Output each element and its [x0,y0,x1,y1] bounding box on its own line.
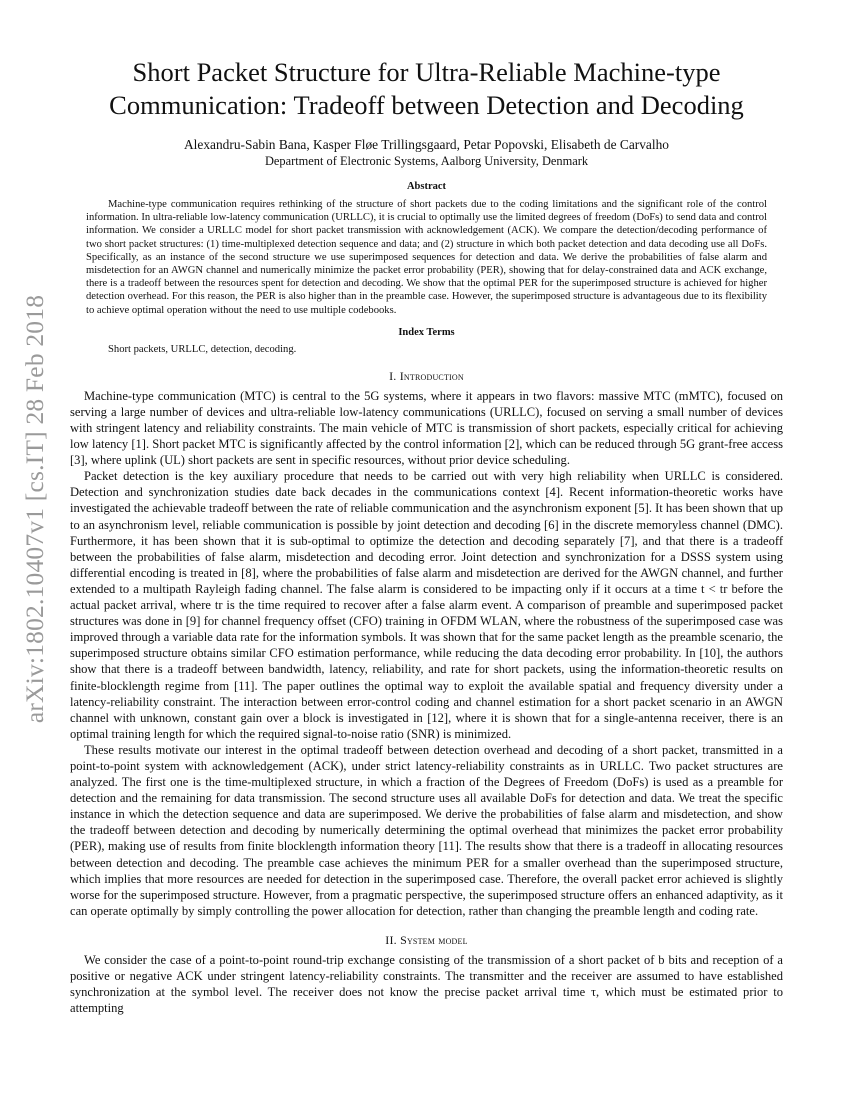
arxiv-identifier [14,294,56,724]
author-list: Alexandru-Sabin Bana, Kasper Fløe Trillingsgaard, Petar Popovski, Elisabeth de Carvalho [184,137,669,152]
paper-title: Short Packet Structure for Ultra-Reliable Machine-type Communication: Tradeoff between Detection and Decoding [109,57,744,120]
index-terms-heading: Index Terms [398,326,455,338]
affiliation: Department of Electronic Systems, Aalborg University, Denmark [264,154,589,168]
section-heading-introduction: I. Introduction [389,368,464,383]
abstract-text: Machine-type communication requires rethinking of the structure of short packets due to the coding limitations and the significant role of the control information. In ultra-reliable low-latency communication (URLLC), it is crucial to optimally use the limited degrees of freedom (DoFs) to send data and control information. We consider a URLLC model for short packet transmission with acknowledgement (ACK). We compare the detection/decoding performance of two short packet structures: (1) time-multiplexed detection sequence and data; and (2) structure in which both packet detection and data decoding use all DoFs. Specifically, as an instance of the second structure we use superimposed sequences for detection and data. We derive the probabilities of false alarm and misdetection for an AWGN channel and numerically minimize the packet error probability (PER), showing that for delay-constrained data and ACK exchange, there is a tradeoff between the resources spent for detection and decoding. We show that the optimal PER for the superimposed structure is achieved for higher detection overhead. For this reason, the PER is also higher than in the preamble case. However, the superimposed structure is advantageous due to its flexibility to achieve optimal operation without the need to use multiple codebooks. [86,199,767,316]
index-terms-text: Short packets, URLLC, detection, decoding. [108,343,297,355]
abstract-heading: Abstract [406,181,447,192]
section-heading-system-model: II. System model [385,932,468,947]
system-model-paragraph-1: We consider the case of a point-to-point round-trip exchange consisting of the transmission of a short packet of b bits and reception of a positive or negative ACK under stringent latency-reliability constraints. The transmitter and the receiver are assumed to have established synchronization at the symbol level. The receiver does not know the precise packet arrival time τ, which must be estimated prior to attempting [70,952,783,1016]
paper-page [70,56,783,1016]
intro-paragraph-2: Packet detection is the key auxiliary procedure that needs to be carried out with very high reliability when URLLC is considered. Detection and synchronization studies date back decades in the communications context [4]. Recent information-theoretic works have investigated the achievable tradeoff between the rate of reliable communication and the asynchronism exponent [5]. It has been shown that up to an asynchronism level, reliable communication is possible by joint detection and decoding [6] in the discrete memoryless channel (DMC). Furthermore, it has been shown that it is sub-optimal to optimize the detection and decoding separately [7], and that there is a tradeoff between the probabilities of false alarm, misdetection and decoding error. Joint detection and synchronization for a DSSS system using differential encoding is treated in [8], where the probabilities of false alarm and misdetection are derived for the AWGN channel, and further extended to a multipath Rayleigh fading channel. The false alarm is considered to be impacting only if it occurs at a time t < tr before the actual packet arrival, where tr is the time required to recover after a false alarm event. A comparison of preamble and superimposed packet structures was done in [9] for channel frequency offset (CFO) training in OFDM WLAN, where the robustness of the superimposed case was improved through a variable data rate for the information symbols. It was shown that for the same packet length as the preamble scenario, the superimposed structure obtains similar CFO estimation performance, while reducing the data decoding error probability. In [10], the authors show that there is a tradeoff between bandwidth, latency, reliability, and rate for short packets, using the information-theoretic results on finite-blocklength regime from [11]. The paper outlines the optimal way to exploit the available spatial and frequency diversity under a latency-reliability constraint. The interaction between error-control coding and channel estimation for a short packet scenario in an AWGN channel with unknown, constant gain over a block is investigated in [12], where it is shown that for a single-antenna receiver, there is an optimal training length for which the required signal-to-noise ratio (SNR) is minimized. [70,469,783,741]
intro-paragraph-1: Machine-type communication (MTC) is central to the 5G systems, where it appears in two flavors: massive MTC (mMTC), focused on serving a large number of devices and ultra-reliable low-latency communications (URLLC), focused on serving a small number of devices with stringent latency and reliability constraints. The main vehicle of MTC is transmission of short packets, especially critical for achieving low latency [1]. Short packet MTC is significantly affected by the control information [2], which can be reduced through 5G grant-free access [3], where uplink (UL) short packets are sent in specific resources, without prior device scheduling. [70,388,783,468]
intro-paragraph-3: These results motivate our interest in the optimal tradeoff between detection overhead and decoding of a short packet, transmitted in a point-to-point system with acknowledgement (ACK), under strict latency-reliability constraints as in URLLC. Two packet structures are analyzed. The first one is the time-multiplexed structure, in which a fraction of the Degrees of Freedom (DoFs) is used as a preamble for detection and the remaining for data transmission. The second structure uses all available DoFs for detection and data. We treat the specific instance in which the detection sequence and data are superimposed. We derive the probabilities of false alarm and misdetection, and show the tradeoff between detection and decoding by numerically determining the optimal overhead that minimizes the packet error probability (PER), making use of results from finite blocklength information theory [11]. The results show that there is a tradeoff in allocating resources between detection and decoding. The preamble case achieves the minimum PER for a smaller overhead than the superimposed structure, which implies that more resources are needed for detection in the superimposed case. Therefore, the overall packet error achieved is slightly worse for the superimposed structure. However, from a pragmatic perspective, the superimposed structure offers an enhanced adaptivity, as it can operate optimally by simply controlling the power allocation for detection, rather than changing the preamble length and coding rate. [70,742,783,918]
arxiv-identifier-text: arXiv:1802.10407v1 [cs.IT] 28 Feb 2018 [20,294,50,724]
